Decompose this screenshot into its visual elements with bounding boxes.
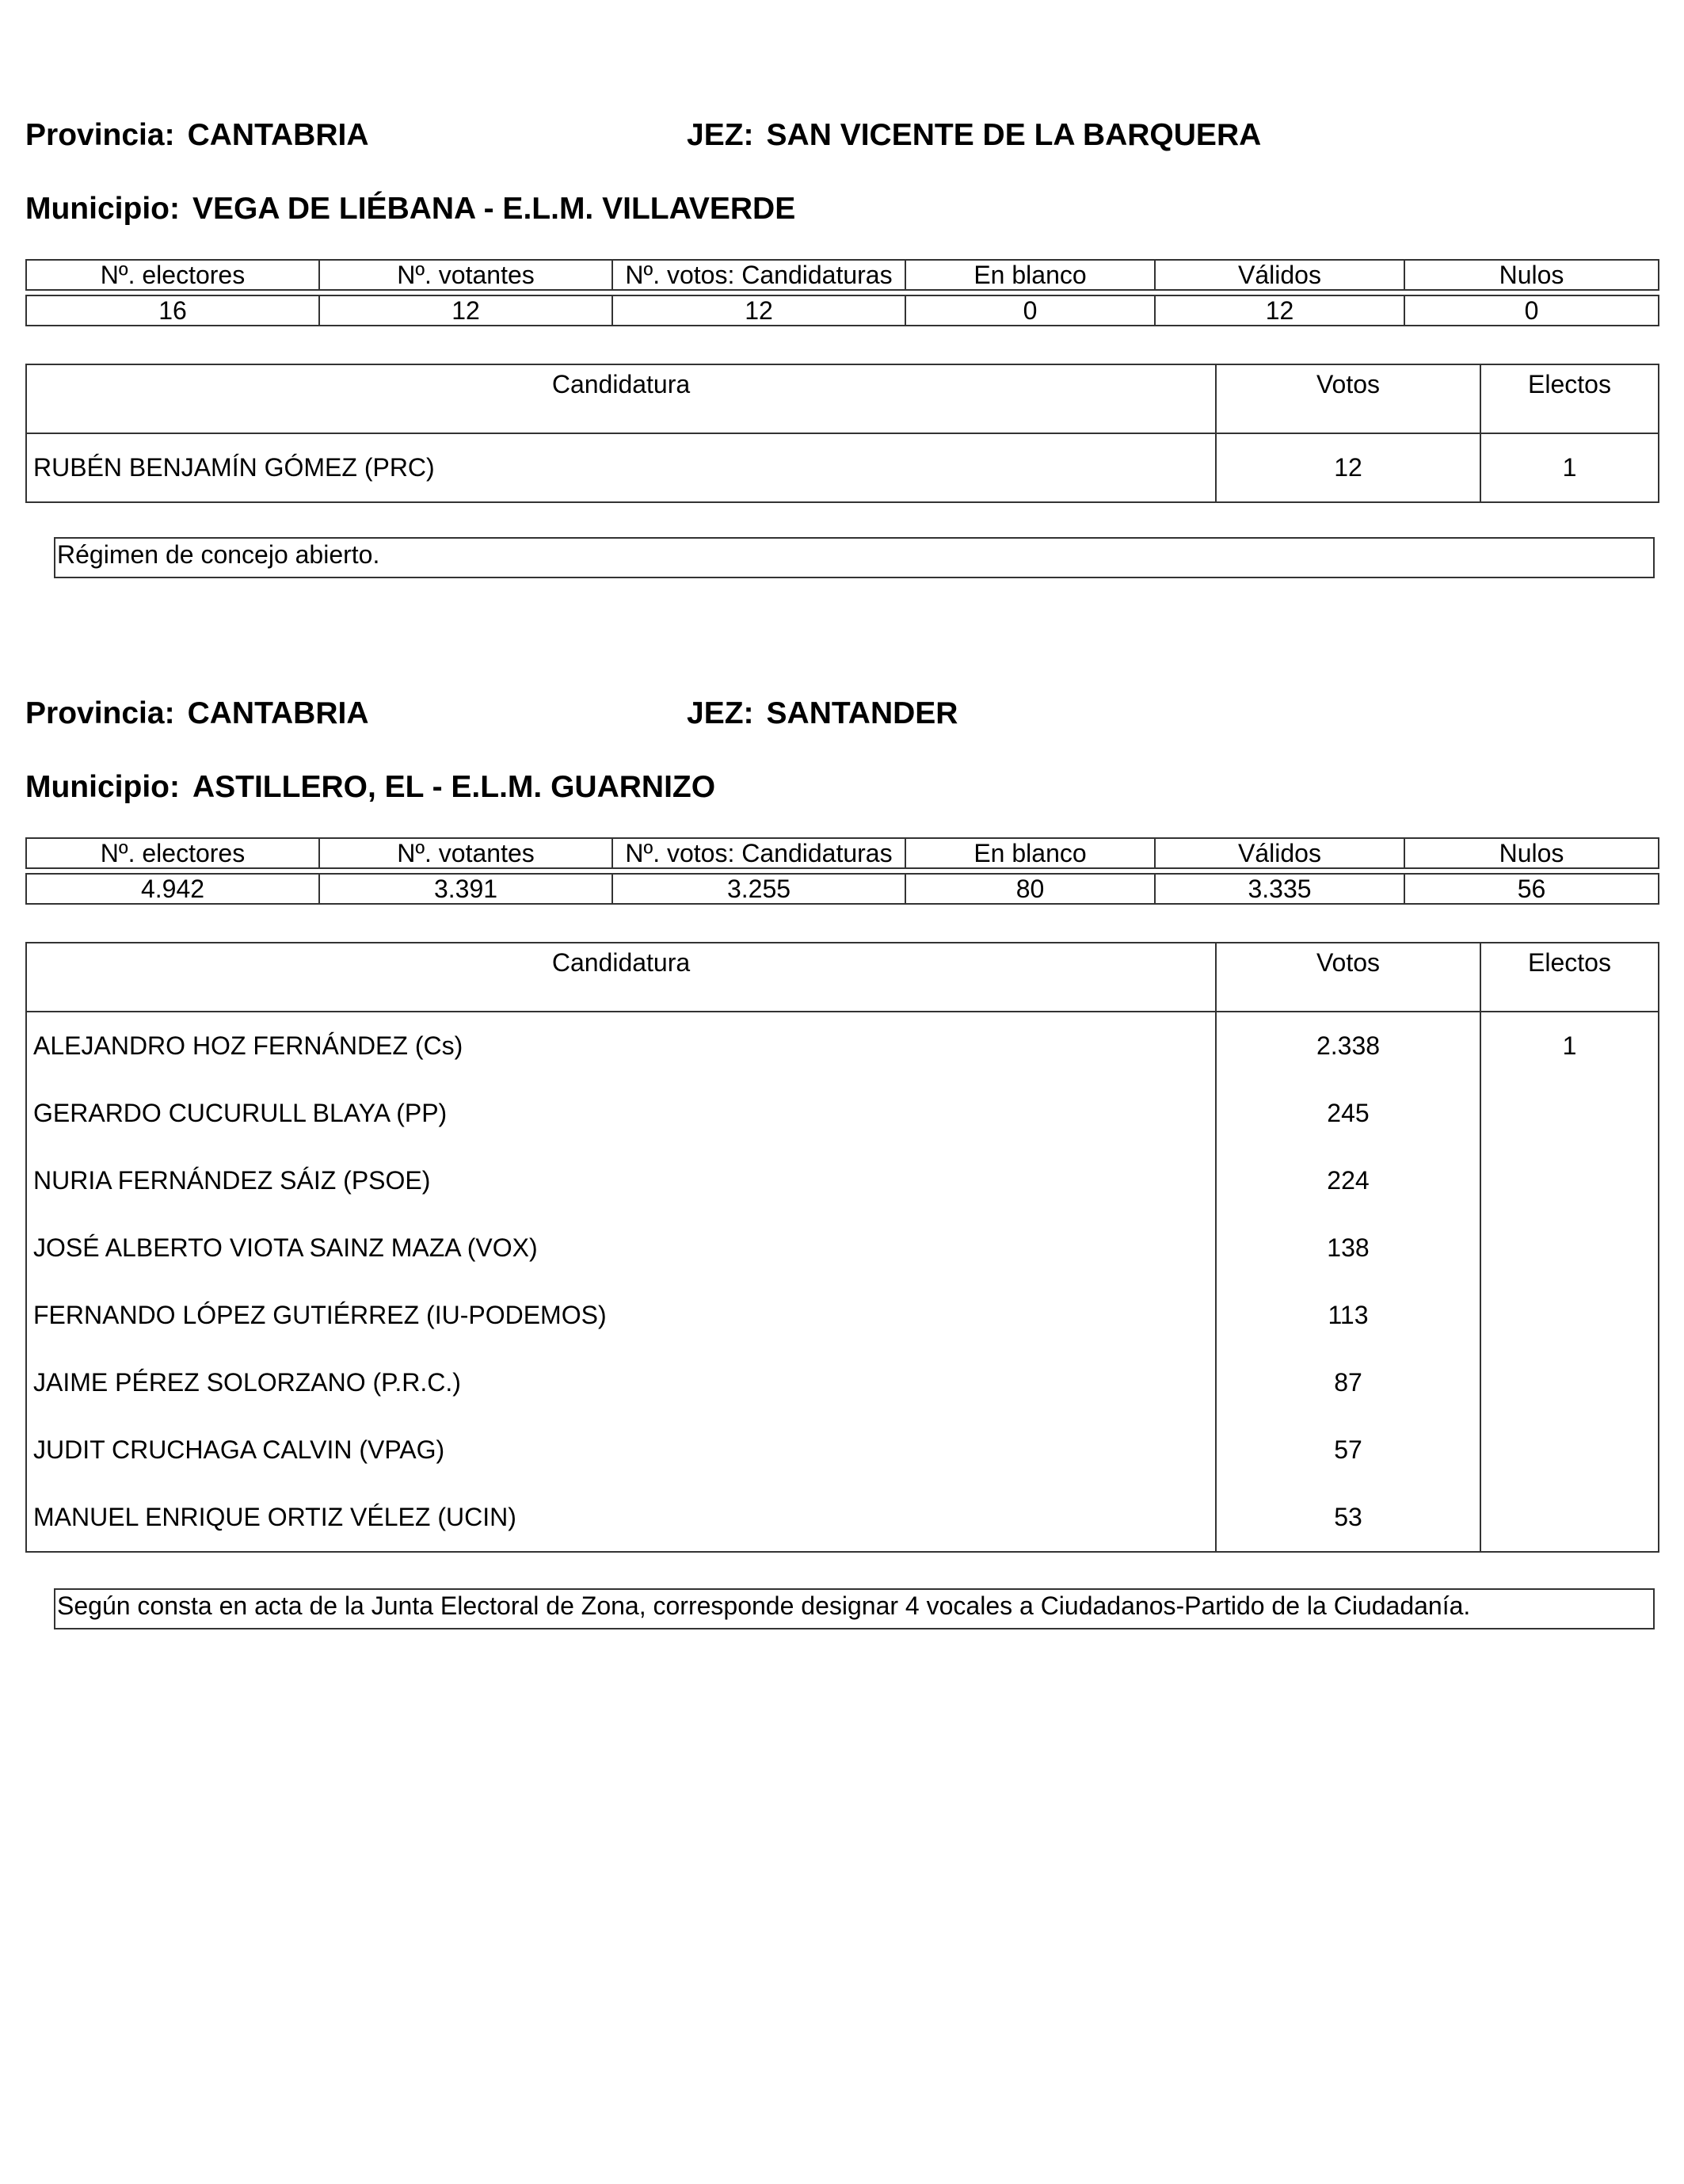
candidate-votes: 2.338 bbox=[1216, 1012, 1480, 1080]
stat-header: Nº. votantes bbox=[319, 260, 612, 290]
candidate-elected bbox=[1480, 1214, 1659, 1282]
candidates-table bbox=[25, 942, 1659, 1553]
table-row bbox=[26, 433, 1659, 502]
candidate-name: MANUEL ENRIQUE ORTIZ VÉLEZ (UCIN) bbox=[26, 1484, 1216, 1552]
stat-value: 12 bbox=[1155, 295, 1404, 326]
municipio-value: ASTILLERO, EL - E.L.M. GUARNIZO bbox=[192, 770, 716, 804]
stat-value: 0 bbox=[1404, 295, 1659, 326]
electos-header: Electos bbox=[1480, 364, 1659, 433]
municipio-value: VEGA DE LIÉBANA - E.L.M. VILLAVERDE bbox=[192, 192, 796, 226]
municipio-label: Municipio: bbox=[25, 192, 180, 226]
stat-header: Válidos bbox=[1155, 260, 1404, 290]
candidate-name: JAIME PÉREZ SOLORZANO (P.R.C.) bbox=[26, 1349, 1216, 1416]
candidate-name: NURIA FERNÁNDEZ SÁIZ (PSOE) bbox=[26, 1147, 1216, 1214]
provincia-value: CANTABRIA bbox=[187, 118, 369, 152]
candidate-votes: 12 bbox=[1216, 433, 1480, 502]
stat-value: 16 bbox=[26, 295, 319, 326]
candidate-elected: 1 bbox=[1480, 433, 1659, 502]
provincia-label: Provincia: bbox=[25, 696, 175, 730]
jez-label: JEZ: bbox=[687, 118, 754, 152]
stats-table bbox=[25, 259, 1659, 326]
candidates-table bbox=[25, 364, 1659, 503]
candidate-votes: 113 bbox=[1216, 1282, 1480, 1349]
stat-header: Nº. electores bbox=[26, 260, 319, 290]
table-row bbox=[26, 1214, 1659, 1282]
votos-header: Votos bbox=[1216, 943, 1480, 1012]
stat-header: Nº. votos: Candidaturas bbox=[612, 838, 905, 868]
candidate-elected bbox=[1480, 1080, 1659, 1147]
candidate-votes: 138 bbox=[1216, 1214, 1480, 1282]
jez-label: JEZ: bbox=[687, 696, 754, 730]
stats-value-row bbox=[26, 874, 1659, 904]
candidate-votes: 57 bbox=[1216, 1416, 1480, 1484]
note-box: Régimen de concejo abierto. bbox=[54, 537, 1655, 578]
candidate-name: ALEJANDRO HOZ FERNÁNDEZ (Cs) bbox=[26, 1012, 1216, 1080]
table-row bbox=[26, 1416, 1659, 1484]
stat-header: Nº. votantes bbox=[319, 838, 612, 868]
candidate-votes: 224 bbox=[1216, 1147, 1480, 1214]
votos-header: Votos bbox=[1216, 364, 1480, 433]
table-row bbox=[26, 1484, 1659, 1552]
candidate-votes: 87 bbox=[1216, 1349, 1480, 1416]
stat-value: 12 bbox=[319, 295, 612, 326]
jez-value: SAN VICENTE DE LA BARQUERA bbox=[766, 118, 1262, 152]
stats-header-row bbox=[26, 260, 1659, 290]
stat-value: 3.255 bbox=[612, 874, 905, 904]
stat-header: Nulos bbox=[1404, 838, 1659, 868]
provincia-heading bbox=[25, 696, 369, 732]
table-row bbox=[26, 1349, 1659, 1416]
stat-value: 3.391 bbox=[319, 874, 612, 904]
table-row bbox=[26, 1147, 1659, 1214]
municipio-heading bbox=[25, 191, 795, 227]
municipio-heading bbox=[25, 769, 715, 806]
note-box: Según consta en acta de la Junta Electoral de Zona, corresponde designar 4 vocales a Ciudadanos-Partido de la Ciudadanía. bbox=[54, 1588, 1655, 1629]
stat-header: En blanco bbox=[905, 838, 1155, 868]
stat-value: 56 bbox=[1404, 874, 1659, 904]
candidate-votes: 245 bbox=[1216, 1080, 1480, 1147]
jez-value: SANTANDER bbox=[766, 696, 958, 730]
candidate-name: RUBÉN BENJAMÍN GÓMEZ (PRC) bbox=[26, 433, 1216, 502]
candidate-name: JUDIT CRUCHAGA CALVIN (VPAG) bbox=[26, 1416, 1216, 1484]
candidate-name: GERARDO CUCURULL BLAYA (PP) bbox=[26, 1080, 1216, 1147]
candidate-elected bbox=[1480, 1484, 1659, 1552]
jez-heading bbox=[687, 696, 958, 732]
stats-table bbox=[25, 837, 1659, 905]
candidate-name: FERNANDO LÓPEZ GUTIÉRREZ (IU-PODEMOS) bbox=[26, 1282, 1216, 1349]
candidate-votes: 53 bbox=[1216, 1484, 1480, 1552]
stat-value: 4.942 bbox=[26, 874, 319, 904]
candidates-header-row bbox=[26, 943, 1659, 1012]
provincia-heading bbox=[25, 117, 369, 154]
candidatura-header: Candidatura bbox=[26, 943, 1216, 1012]
stat-header: Nulos bbox=[1404, 260, 1659, 290]
stat-header: En blanco bbox=[905, 260, 1155, 290]
table-row bbox=[26, 1282, 1659, 1349]
provincia-value: CANTABRIA bbox=[187, 696, 369, 730]
jez-heading bbox=[687, 117, 1261, 154]
stats-header-row bbox=[26, 838, 1659, 868]
candidate-elected: 1 bbox=[1480, 1012, 1659, 1080]
electos-header: Electos bbox=[1480, 943, 1659, 1012]
stat-header: Nº. electores bbox=[26, 838, 319, 868]
stat-value: 80 bbox=[905, 874, 1155, 904]
stat-value: 0 bbox=[905, 295, 1155, 326]
provincia-label: Provincia: bbox=[25, 118, 175, 152]
candidates-header-row bbox=[26, 364, 1659, 433]
stat-header: Nº. votos: Candidaturas bbox=[612, 260, 905, 290]
stat-header: Válidos bbox=[1155, 838, 1404, 868]
stat-value: 3.335 bbox=[1155, 874, 1404, 904]
municipio-label: Municipio: bbox=[25, 770, 180, 804]
candidate-elected bbox=[1480, 1147, 1659, 1214]
candidate-elected bbox=[1480, 1349, 1659, 1416]
candidate-name: JOSÉ ALBERTO VIOTA SAINZ MAZA (VOX) bbox=[26, 1214, 1216, 1282]
candidate-elected bbox=[1480, 1282, 1659, 1349]
stats-value-row bbox=[26, 295, 1659, 326]
candidatura-header: Candidatura bbox=[26, 364, 1216, 433]
table-row bbox=[26, 1080, 1659, 1147]
candidate-elected bbox=[1480, 1416, 1659, 1484]
table-row bbox=[26, 1012, 1659, 1080]
stat-value: 12 bbox=[612, 295, 905, 326]
